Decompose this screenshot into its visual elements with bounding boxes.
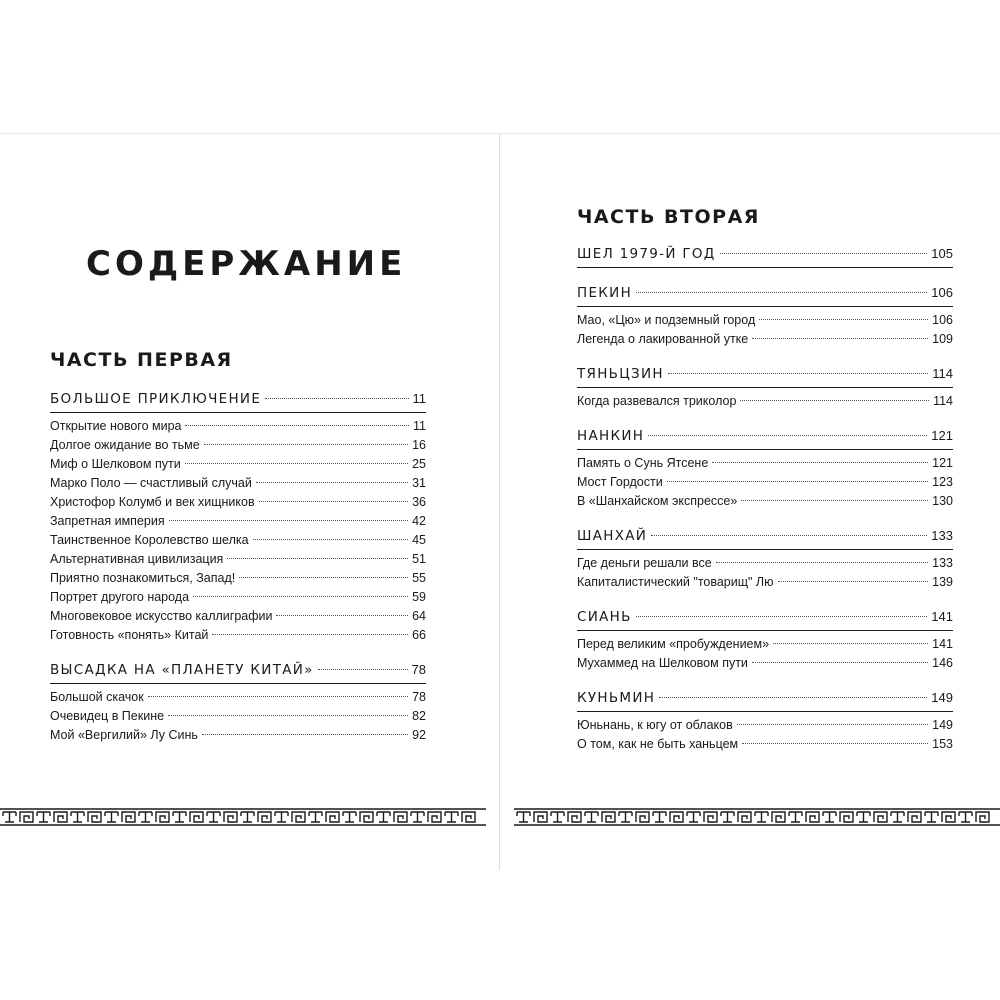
toc-entry[interactable] — [50, 688, 426, 707]
leader-dots — [667, 481, 928, 482]
section-title: НАНКИН — [577, 428, 645, 444]
section-page-number: 133 — [931, 528, 953, 543]
leader-dots — [227, 558, 408, 559]
fret-motif — [156, 812, 169, 822]
toc-entry[interactable] — [50, 512, 426, 531]
entry-page-number: 121 — [932, 456, 953, 470]
toc-section-row[interactable] — [577, 281, 953, 304]
leader-dots — [716, 562, 928, 563]
entry-title: Очевидец в Пекине — [50, 709, 165, 723]
fret-motif — [377, 812, 390, 822]
entry-title: Миф о Шелковом пути — [50, 457, 181, 471]
toc-entry[interactable] — [50, 493, 426, 512]
section-title: ШЕЛ 1979-Й ГОД — [577, 246, 716, 262]
toc-section — [50, 387, 426, 645]
section-page-number: 114 — [932, 366, 953, 381]
fret-motif — [942, 812, 955, 822]
toc-entry[interactable] — [50, 588, 426, 607]
entry-page-number: 59 — [412, 590, 426, 604]
section-page-number: 11 — [412, 391, 426, 406]
leader-dots — [202, 734, 408, 735]
fret-motif — [309, 812, 322, 822]
fret-motif — [517, 812, 530, 822]
entry-title: Память о Сунь Ятсене — [577, 456, 709, 470]
leader-dots — [636, 292, 927, 293]
fret-motif — [275, 812, 288, 822]
entry-page-number: 149 — [932, 718, 953, 732]
fret-motif — [670, 812, 683, 822]
entry-page-number: 51 — [412, 552, 426, 566]
section-items — [50, 688, 426, 745]
entry-title: Портрет другого народа — [50, 590, 190, 604]
toc-section-row[interactable] — [50, 387, 426, 410]
leader-dots — [773, 643, 928, 644]
section-items — [577, 392, 953, 411]
leader-dots — [651, 535, 927, 536]
toc-entry[interactable] — [577, 330, 953, 349]
entry-title: Открытие нового мира — [50, 419, 182, 433]
section-divider — [577, 449, 953, 450]
leader-dots — [168, 715, 408, 716]
section-page-number: 149 — [931, 690, 953, 705]
entry-title: Мост Гордости — [577, 475, 663, 489]
leader-dots — [185, 425, 409, 426]
entry-page-number: 123 — [932, 475, 953, 489]
fret-motif — [619, 812, 632, 822]
fret-motif — [704, 812, 717, 822]
section-divider — [50, 683, 426, 684]
leader-dots — [256, 482, 408, 483]
toc-section — [577, 424, 953, 511]
fret-motif — [840, 812, 853, 822]
fret-motif — [687, 812, 700, 822]
toc-title: СОДЕРЖАНИЕ — [86, 244, 407, 284]
fret-motif — [721, 812, 734, 822]
toc-entry[interactable] — [577, 392, 953, 411]
leader-dots — [752, 662, 928, 663]
fret-motif — [636, 812, 649, 822]
fret-motif — [105, 812, 118, 822]
entry-page-number: 82 — [412, 709, 426, 723]
fret-motif — [20, 812, 33, 822]
toc-section-row[interactable] — [577, 605, 953, 628]
fret-motif — [772, 812, 785, 822]
fret-motif — [755, 812, 768, 822]
fret-motif — [139, 812, 152, 822]
section-items — [577, 311, 953, 349]
section-divider — [50, 412, 426, 413]
toc-entry[interactable] — [50, 531, 426, 550]
fret-motif — [71, 812, 84, 822]
leader-dots — [742, 743, 928, 744]
leader-dots — [752, 338, 928, 339]
leader-dots — [659, 697, 927, 698]
toc-section-row[interactable] — [577, 524, 953, 547]
toc-entry[interactable] — [50, 707, 426, 726]
section-title: ТЯНЬЦЗИН — [577, 366, 664, 382]
fret-motif — [122, 812, 135, 822]
entry-title: Таинственное Королевство шелка — [50, 533, 249, 547]
fret-motif — [173, 812, 186, 822]
toc-entry[interactable] — [577, 454, 953, 473]
leader-dots — [265, 398, 408, 399]
entry-page-number: 66 — [412, 628, 426, 642]
entry-title: Мой «Вергилий» Лу Синь — [50, 728, 198, 742]
left-border-ornament — [0, 808, 486, 826]
leader-dots — [185, 463, 408, 464]
fret-motif — [976, 812, 989, 822]
fret-motif — [738, 812, 751, 822]
toc-section — [577, 281, 953, 349]
entry-page-number: 78 — [412, 690, 426, 704]
toc-entry[interactable] — [50, 455, 426, 474]
leader-dots — [712, 462, 928, 463]
entry-title: Большой скачок — [50, 690, 144, 704]
section-page-number: 141 — [931, 609, 953, 624]
leader-dots — [740, 400, 929, 401]
section-divider — [577, 549, 953, 550]
entry-title: Перед великим «пробуждением» — [577, 637, 770, 651]
entry-page-number: 42 — [412, 514, 426, 528]
fret-motif — [857, 812, 870, 822]
fret-motif — [534, 812, 547, 822]
fret-motif — [190, 812, 203, 822]
right-border-ornament — [514, 808, 1000, 826]
toc-entry[interactable] — [50, 417, 426, 436]
section-divider — [577, 711, 953, 712]
toc-entry[interactable] — [50, 569, 426, 588]
entry-title: Капиталистический "товарищ" Лю — [577, 575, 774, 589]
toc-entry[interactable] — [577, 473, 953, 492]
entry-title: Юньнань, к югу от облаков — [577, 718, 733, 732]
leader-dots — [737, 724, 928, 725]
meander-border-right — [514, 808, 1000, 826]
section-items — [577, 716, 953, 754]
fret-motif — [959, 812, 972, 822]
leader-dots — [212, 634, 408, 635]
section-title: СИАНЬ — [577, 609, 632, 625]
entry-page-number: 25 — [412, 457, 426, 471]
toc-section — [577, 686, 953, 754]
entry-page-number: 114 — [933, 394, 953, 408]
section-items — [577, 454, 953, 511]
toc-section — [577, 362, 953, 411]
entry-page-number: 31 — [412, 476, 426, 490]
toc-entry[interactable] — [50, 436, 426, 455]
toc-section — [50, 658, 426, 745]
leader-dots — [253, 539, 409, 540]
fret-motif — [241, 812, 254, 822]
toc-entry[interactable] — [577, 735, 953, 754]
leader-dots — [668, 373, 928, 374]
entry-title: Христофор Колумб и век хищников — [50, 495, 255, 509]
section-divider — [577, 306, 953, 307]
section-page-number: 105 — [931, 246, 953, 261]
fret-motif — [54, 812, 67, 822]
fret-motif — [806, 812, 819, 822]
fret-motif — [343, 812, 356, 822]
entry-page-number: 133 — [932, 556, 953, 570]
leader-dots — [759, 319, 928, 320]
part-two-toc — [577, 242, 953, 767]
leader-dots — [636, 616, 928, 617]
fret-motif — [3, 812, 16, 822]
section-title: ШАНХАЙ — [577, 528, 648, 544]
fret-motif — [37, 812, 50, 822]
entry-page-number: 109 — [932, 332, 953, 346]
left-page — [0, 134, 499, 870]
entry-title: Многовековое искусство каллиграфии — [50, 609, 273, 623]
entry-page-number: 139 — [932, 575, 953, 589]
toc-entry[interactable] — [50, 607, 426, 626]
fret-motif — [891, 812, 904, 822]
entry-page-number: 36 — [412, 495, 426, 509]
leader-dots — [193, 596, 408, 597]
leader-dots — [259, 501, 408, 502]
fret-motif — [411, 812, 424, 822]
fret-motif — [207, 812, 220, 822]
entry-page-number: 45 — [412, 533, 426, 547]
fret-motif — [925, 812, 938, 822]
entry-page-number: 55 — [412, 571, 426, 585]
leader-dots — [778, 581, 929, 582]
toc-entry[interactable] — [50, 550, 426, 569]
toc-section — [577, 242, 953, 268]
toc-entry[interactable] — [577, 492, 953, 511]
entry-page-number: 92 — [412, 728, 426, 742]
toc-section-row[interactable] — [577, 362, 953, 385]
section-divider — [577, 387, 953, 388]
entry-page-number: 130 — [932, 494, 953, 508]
entry-title: Приятно познакомиться, Запад! — [50, 571, 236, 585]
meander-border-left — [0, 808, 486, 826]
fret-motif — [908, 812, 921, 822]
leader-dots — [741, 500, 928, 501]
entry-title: Долгое ожидание во тьме — [50, 438, 200, 452]
entry-page-number: 64 — [412, 609, 426, 623]
part-one-toc — [50, 387, 426, 758]
section-page-number: 106 — [931, 285, 953, 300]
entry-title: Когда развевался триколор — [577, 394, 737, 408]
leader-dots — [318, 669, 408, 670]
part-two-title: ЧАСТЬ ВТОРАЯ — [577, 206, 760, 228]
leader-dots — [148, 696, 408, 697]
fret-motif — [326, 812, 339, 822]
toc-entry[interactable] — [50, 474, 426, 493]
entry-title: О том, как не быть ханьцем — [577, 737, 739, 751]
section-divider — [577, 267, 953, 268]
fret-motif — [585, 812, 598, 822]
toc-entry[interactable] — [50, 726, 426, 745]
entry-page-number: 141 — [932, 637, 953, 651]
entry-title: Где деньги решали все — [577, 556, 712, 570]
fret-motif — [789, 812, 802, 822]
section-title: ВЫСАДКА НА «ПЛАНЕТУ КИТАЙ» — [50, 662, 314, 678]
fret-motif — [292, 812, 305, 822]
leader-dots — [648, 435, 927, 436]
part-one-title: ЧАСТЬ ПЕРВАЯ — [50, 349, 233, 371]
toc-section-row[interactable] — [577, 242, 953, 265]
fret-motif — [653, 812, 666, 822]
toc-section — [577, 524, 953, 592]
toc-section-row[interactable] — [577, 424, 953, 447]
toc-section-row[interactable] — [577, 686, 953, 709]
fret-motif — [568, 812, 581, 822]
leader-dots — [169, 520, 409, 521]
fret-motif — [360, 812, 373, 822]
entry-title: Марко Поло — счастливый случай — [50, 476, 252, 490]
entry-title: В «Шанхайском экспрессе» — [577, 494, 738, 508]
toc-section — [577, 605, 953, 673]
entry-page-number: 11 — [413, 419, 426, 433]
fret-motif — [823, 812, 836, 822]
toc-section-row[interactable] — [50, 658, 426, 681]
entry-title: Легенда о лакированной утке — [577, 332, 749, 346]
entry-title: Альтернативная цивилизация — [50, 552, 224, 566]
right-page — [500, 134, 1000, 870]
toc-entry[interactable] — [577, 573, 953, 592]
leader-dots — [276, 615, 408, 616]
fret-motif — [602, 812, 615, 822]
section-items — [577, 554, 953, 592]
section-divider — [577, 630, 953, 631]
toc-entry[interactable] — [577, 554, 953, 573]
leader-dots — [239, 577, 408, 578]
section-title: ПЕКИН — [577, 285, 633, 301]
toc-entry[interactable] — [577, 311, 953, 330]
fret-motif — [88, 812, 101, 822]
section-title: БОЛЬШОЕ ПРИКЛЮЧЕНИЕ — [50, 391, 262, 407]
fret-motif — [551, 812, 564, 822]
entry-title: Мухаммед на Шелковом пути — [577, 656, 748, 670]
entry-page-number: 146 — [932, 656, 953, 670]
fret-motif — [258, 812, 271, 822]
entry-page-number: 153 — [932, 737, 953, 751]
fret-motif — [462, 812, 475, 822]
toc-entry[interactable] — [577, 635, 953, 654]
fret-motif — [874, 812, 887, 822]
section-items — [50, 417, 426, 645]
fret-motif — [224, 812, 237, 822]
section-page-number: 78 — [411, 662, 426, 677]
toc-entry[interactable] — [577, 716, 953, 735]
entry-page-number: 16 — [412, 438, 426, 452]
entry-page-number: 106 — [932, 313, 953, 327]
entry-title: Мао, «Цю» и подземный город — [577, 313, 756, 327]
fret-motif — [394, 812, 407, 822]
section-page-number: 121 — [931, 428, 953, 443]
section-items — [577, 635, 953, 673]
fret-motif — [445, 812, 458, 822]
leader-dots — [204, 444, 408, 445]
fret-motif — [428, 812, 441, 822]
toc-entry[interactable] — [577, 654, 953, 673]
entry-title: Запретная империя — [50, 514, 165, 528]
entry-title: Готовность «понять» Китай — [50, 628, 209, 642]
section-title: КУНЬМИН — [577, 690, 656, 706]
leader-dots — [720, 253, 928, 254]
toc-entry[interactable] — [50, 626, 426, 645]
